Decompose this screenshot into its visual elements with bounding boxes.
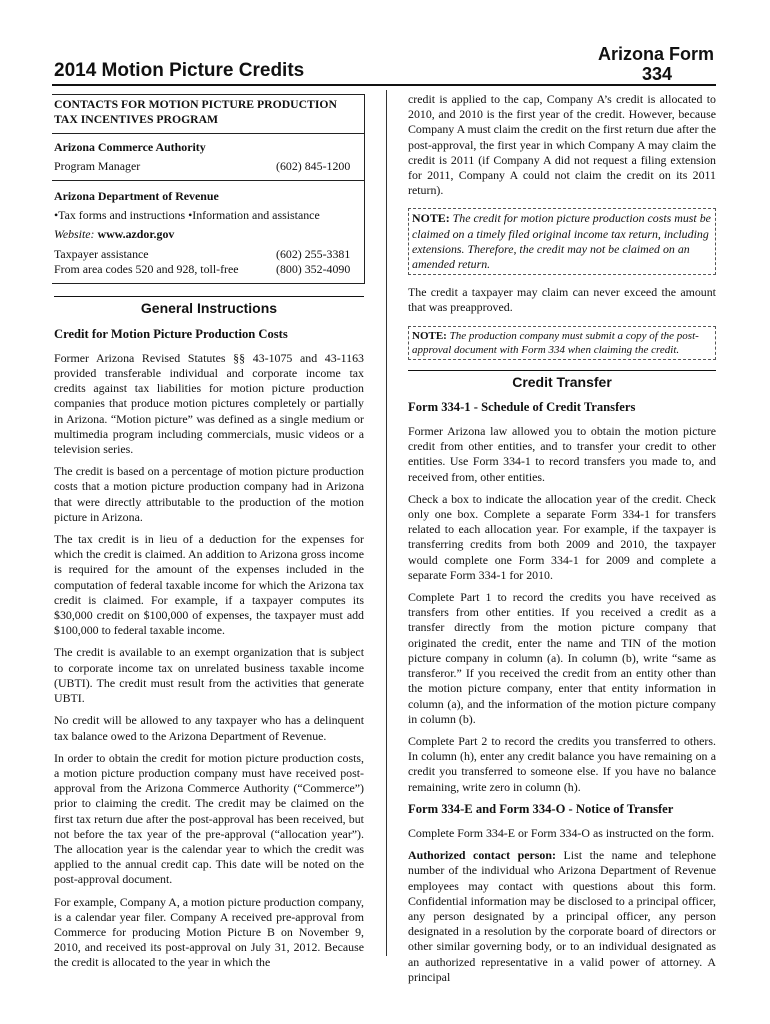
paragraph: Former Arizona law allowed you to obtain the motion picture credit from other entities, and to transfer your credit to other entities. Use Form 334-1 to record transfers you made to, and received from, other entities.: [408, 424, 716, 484]
note-label: NOTE:: [412, 329, 447, 342]
area-label: From area codes 520 and 928, toll-free: [54, 262, 239, 277]
paragraph: [408, 848, 716, 985]
paragraph: The tax credit is in lieu of a deduction for the expenses for which the credit is claimed. An addition to Arizona gross income is required for the amount of the expenses included in the computation of federal taxable income for which the Arizona tax credit is claimed. For example, if a taxpayer computes its $30,000 credit on $100,000 of expenses, the taxpayer must add $100,000 to federal taxable income.: [54, 532, 364, 638]
website-label: Website:: [54, 226, 95, 241]
contacts-box: [52, 94, 365, 284]
paragraph: Check a box to indicate the allocation year of the credit. Check only one box. Complete a separate Form 334-1 for transfers related to each allocation year. For example, if the taxpayer is transferring credits from both 2009 and 2010, the taxpayer would complete one Form 334-1 for 2009 and complete a separate Form 334-1 for 2010.: [408, 491, 716, 582]
website-line: [54, 227, 362, 242]
paragraph: Complete Form 334-E or Form 334-O as instructed on the form.: [408, 825, 715, 840]
paragraph: Complete Part 2 to record the credits you transferred to others. In column (h), enter any credit balance you have remaining on a credit you transferred to someone else. If you have no balance remaining, write zero in column (h).: [408, 733, 716, 794]
area-phone: (800) 352-4090: [276, 262, 351, 277]
area-row: [54, 262, 362, 277]
form-title: [560, 44, 714, 84]
revenue-contact-section: [52, 181, 364, 283]
authorized-contact-text: List the name and telephone number of the individual who Arizona Department of Revenue employees may contact with questions about this form. Confidential information may be disclosed to a principal officer, any person designated by a principal officer, any person designated in a resolution by the corporate board of directors or other similar governing body, or to an individual designated as an authorized representative in a valid power of attorney. A principal: [408, 848, 716, 984]
paragraph: Complete Part 1 to record the credits you have received as transfers from other entities. If you received a credit as a transfer directly from the motion picture company that originated the credit, enter the name and TIN of the motion picture company in column (a). In column (b), write “same as transferor.” If you received the credit from an entity other than the motion picture company, enter that entity information in column (a), and the information of the motion picture company in column (b).: [408, 590, 716, 726]
paragraph: The credit is based on a percentage of motion picture production costs that a motion picture production company had in Arizona that were directly attributable to the production of the motion picture in Arizona.: [54, 464, 364, 524]
assist-label: Taxpayer assistance: [54, 247, 149, 262]
commerce-role: Program Manager: [54, 159, 141, 174]
website-link[interactable]: www.azdor.gov: [97, 226, 175, 241]
paragraph: In order to obtain the credit for motion picture production costs, a motion picture production company must have received post-approval from the Arizona Commerce Authority (“Commerce”) prior to claiming the credit. The credit may be claimed on the first tax return due after the post-approval has been received, but not before the tax year of the pre-approval (“allocation year”). The allocation year is the calendar year to which the credit was applied to the annual credit cap. This date will be noted on the post-approval document.: [54, 750, 364, 887]
general-instructions-title: General Instructions: [54, 296, 364, 316]
commerce-phone: (602) 845-1200: [276, 159, 351, 174]
commerce-row: [54, 159, 362, 174]
contacts-heading: CONTACTS FOR MOTION PICTURE PRODUCTION TAX INCENTIVES PROGRAM: [54, 98, 337, 126]
assist-row: [54, 247, 362, 262]
form-number: 334: [641, 64, 673, 84]
form-title-line1: Arizona Form: [597, 44, 714, 64]
left-column: [54, 94, 364, 978]
credit-costs-subtitle: Credit for Motion Picture Production Costs: [54, 326, 288, 341]
credit-transfer-title: Credit Transfer: [408, 370, 716, 390]
assist-phone: (602) 255-3381: [276, 247, 351, 262]
form-334-e-subtitle: Form 334-E and Form 334-O - Notice of Transfer: [408, 801, 674, 816]
revenue-name: Arizona Department of Revenue: [54, 189, 219, 204]
paragraph: For example, Company A, a motion picture production company, is a calendar year filer. Company A received pre-approval from Commerce for producing Motion Picture B on November 9, 2010, and received its post-approval on July 31, 2012. Because the credit is allocated to the year in which the: [54, 894, 364, 970]
note-amended-return: [408, 208, 716, 275]
commerce-contact-section: [52, 134, 364, 181]
authorized-contact-label: Authorized contact person:: [408, 848, 556, 863]
title-divider: [52, 84, 716, 86]
paragraph: credit is applied to the cap, Company A’s credit is allocated to 2010, and 2010 is the first year of the credit. However, because Company A must claim the credit on the first return due after the post-approval, the first year in which Company A may claim the credit is 2011 (if Company A did not request a filing extension for 2011, Company A could not claim the credit on its 2011 return).: [408, 92, 716, 198]
revenue-services: •Tax forms and instructions •Information and assistance: [54, 207, 320, 222]
note-text: The credit for motion picture production costs must be claimed on a timely filed original income tax return, including extensions. Therefore, the credit may not be claimed on an amended return.: [412, 211, 711, 272]
note-post-approval: [408, 326, 716, 360]
paragraph: No credit will be allowed to any taxpayer who has a delinquent tax balance owed to the Arizona Department of Revenue.: [54, 713, 364, 743]
commerce-name: Arizona Commerce Authority: [54, 140, 206, 154]
paragraph: The credit is available to an exempt organization that is subject to corporate income tax on unrelated business taxable income (UBTI). The credit must result from the activities that generate UBTI.: [54, 645, 364, 706]
form-334-1-subtitle: Form 334-1 - Schedule of Credit Transfers: [408, 399, 636, 414]
note-label: NOTE:: [412, 211, 450, 226]
column-divider: [386, 90, 387, 956]
note-text: The production company must submit a copy of the post-approval document with Form 334 when claiming the credit.: [412, 329, 699, 356]
page-title: 2014 Motion Picture Credits: [54, 60, 305, 81]
right-column: [408, 92, 716, 992]
paragraph: Former Arizona Revised Statutes §§ 43-1075 and 43-1163 provided transferable individual and corporate income tax credits against tax liabilities for motion picture production companies that produce motion pictures completely or partially in Arizona. “Motion picture” was defined as a single medium or multimedia program including commercials, music videos or a television series.: [54, 350, 364, 457]
contacts-heading-section: [52, 95, 364, 134]
paragraph: The credit a taxpayer may claim can never exceed the amount that was preapproved.: [408, 285, 716, 315]
